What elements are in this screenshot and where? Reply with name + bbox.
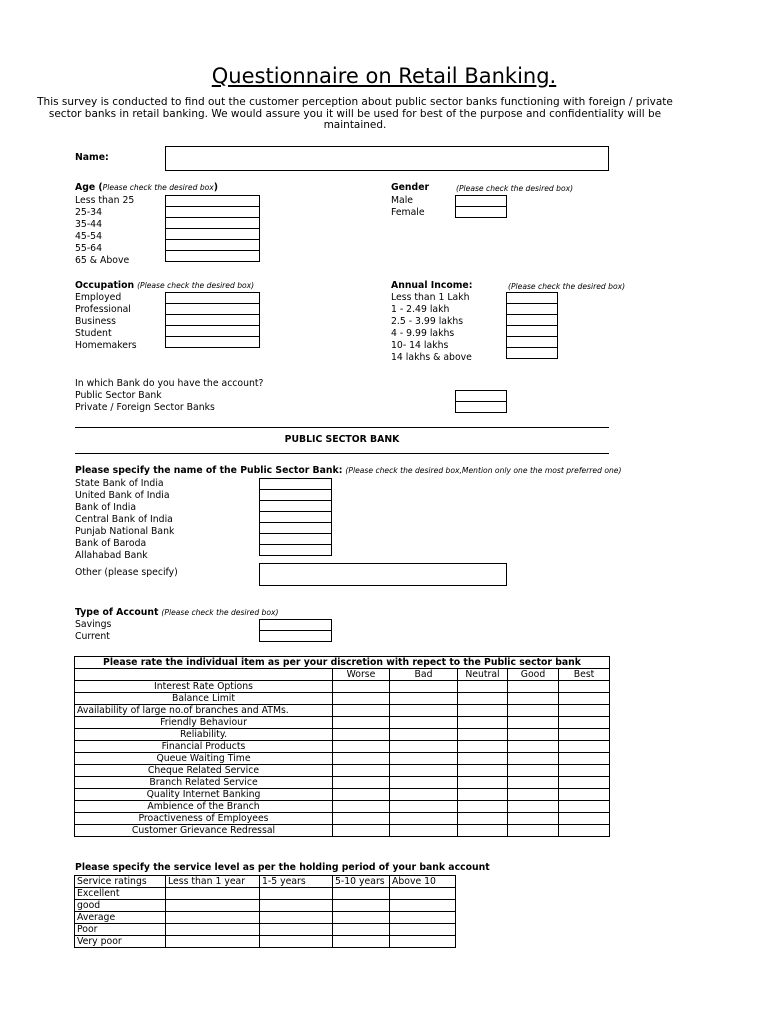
psb-options	[75, 478, 174, 562]
psb-option: Bank of India	[75, 502, 137, 513]
psb-other-label: Other (please specify)	[75, 567, 178, 578]
gender-option: Female	[391, 207, 425, 218]
rating-cell[interactable]	[390, 753, 458, 765]
rating-cell[interactable]	[458, 753, 508, 765]
service-cell[interactable]	[260, 936, 333, 948]
age-checkboxes	[165, 195, 260, 262]
age-checkbox[interactable]	[166, 229, 260, 240]
age-checkbox[interactable]	[166, 207, 260, 218]
rating-cell[interactable]	[559, 741, 610, 753]
rating-col-header: Worse	[333, 669, 390, 681]
rating-cell[interactable]	[390, 693, 458, 705]
service-cell[interactable]	[390, 924, 456, 936]
rating-cell[interactable]	[390, 705, 458, 717]
service-col-header: Service ratings	[75, 876, 166, 888]
name-input[interactable]	[165, 146, 609, 171]
service-cell[interactable]	[333, 912, 390, 924]
occupation-option: Business	[75, 316, 116, 327]
psb-note: (Please check the desired box,Mention only one the most preferred one)	[345, 466, 622, 475]
rating-header-row	[75, 669, 610, 681]
service-cell[interactable]	[260, 924, 333, 936]
rating-cell[interactable]	[458, 681, 508, 693]
income-checkbox[interactable]	[507, 315, 558, 326]
table-row	[75, 765, 610, 777]
service-header-row	[75, 876, 456, 888]
service-table	[74, 875, 456, 948]
rating-cell[interactable]	[390, 729, 458, 741]
rating-cell[interactable]	[458, 813, 508, 825]
rating-cell[interactable]	[390, 777, 458, 789]
service-col-header: Less than 1 year	[166, 876, 260, 888]
age-option: 65 & Above	[75, 255, 130, 266]
income-checkbox[interactable]	[507, 337, 558, 348]
table-row	[75, 936, 456, 948]
rating-cell[interactable]	[559, 777, 610, 789]
account-bank-option: Public Sector Bank	[75, 390, 162, 401]
psb-option: Central Bank of India	[75, 514, 173, 525]
table-row	[75, 801, 610, 813]
service-col-header: Above 10	[390, 876, 456, 888]
income-checkbox[interactable]	[507, 304, 558, 315]
age-note: Please check the desired box	[102, 183, 214, 192]
account-bank-section	[75, 378, 263, 414]
rating-item: Interest Rate Options	[75, 681, 333, 693]
gender-checkbox[interactable]	[456, 207, 507, 218]
table-row	[75, 705, 610, 717]
age-checkbox[interactable]	[166, 218, 260, 229]
gender-label: Gender	[391, 182, 430, 193]
service-cell[interactable]	[390, 900, 456, 912]
service-row-label: Very poor	[75, 936, 166, 948]
rating-cell[interactable]	[559, 825, 610, 837]
table-row	[75, 681, 610, 693]
occupation-option: Homemakers	[75, 340, 137, 351]
rating-cell[interactable]	[508, 777, 559, 789]
rating-cell[interactable]	[508, 717, 559, 729]
account-type-option: Current	[75, 631, 110, 642]
account-bank-checkbox[interactable]	[456, 402, 507, 413]
service-cell[interactable]	[260, 912, 333, 924]
divider	[75, 453, 609, 454]
rating-cell[interactable]	[333, 681, 390, 693]
table-row	[75, 753, 610, 765]
table-row	[75, 813, 610, 825]
rating-cell[interactable]	[559, 681, 610, 693]
service-cell[interactable]	[390, 888, 456, 900]
account-bank-option: Private / Foreign Sector Banks	[75, 402, 215, 413]
divider	[75, 427, 609, 428]
account-type-option: Savings	[75, 619, 112, 630]
rating-cell[interactable]	[508, 693, 559, 705]
occupation-checkbox[interactable]	[166, 304, 260, 315]
service-cell[interactable]	[260, 900, 333, 912]
service-cell[interactable]	[333, 924, 390, 936]
service-row-label: good	[75, 900, 166, 912]
income-checkbox[interactable]	[507, 326, 558, 337]
age-options	[75, 195, 134, 267]
table-row	[75, 741, 610, 753]
gender-option: Male	[391, 195, 414, 206]
rating-item: Reliability.	[75, 729, 333, 741]
income-options	[391, 292, 472, 364]
table-row	[75, 789, 610, 801]
rating-cell[interactable]	[559, 765, 610, 777]
rating-cell[interactable]	[559, 789, 610, 801]
account-type-checkbox[interactable]	[260, 631, 332, 642]
rating-cell[interactable]	[559, 801, 610, 813]
rating-item: Friendly Behaviour	[75, 717, 333, 729]
rating-cell[interactable]	[458, 717, 508, 729]
service-heading: Please specify the service level as per the holding period of your bank account	[75, 862, 490, 873]
occupation-checkbox[interactable]	[166, 326, 260, 337]
service-row-label: Poor	[75, 924, 166, 936]
gender-note: (Please check the desired box)	[456, 184, 574, 193]
psb-checkbox[interactable]	[260, 479, 332, 490]
rating-cell[interactable]	[458, 825, 508, 837]
rating-cell[interactable]	[559, 705, 610, 717]
account-type-options	[75, 619, 111, 643]
rating-cell[interactable]	[333, 729, 390, 741]
income-option: Less than 1 Lakh	[391, 292, 470, 303]
rating-cell[interactable]	[508, 705, 559, 717]
account-bank-question: In which Bank do you have the account?	[75, 378, 264, 389]
rating-cell[interactable]	[390, 681, 458, 693]
rating-header-blank	[75, 669, 333, 681]
rating-item: Proactiveness of Employees	[75, 813, 333, 825]
rating-cell[interactable]	[508, 825, 559, 837]
psb-option: Allahabad Bank	[75, 550, 148, 561]
rating-cell[interactable]	[508, 753, 559, 765]
table-row	[75, 924, 456, 936]
occupation-note: (Please check the desired box)	[137, 281, 255, 290]
page-title: Questionnaire on Retail Banking.	[211, 64, 557, 88]
service-cell[interactable]	[333, 936, 390, 948]
table-row	[75, 912, 456, 924]
service-cell[interactable]	[333, 888, 390, 900]
psb-checkboxes	[259, 478, 332, 556]
rating-cell[interactable]	[333, 741, 390, 753]
service-row-label: Excellent	[75, 888, 166, 900]
service-cell[interactable]	[390, 936, 456, 948]
service-col-header: 1-5 years	[260, 876, 333, 888]
rating-cell[interactable]	[508, 813, 559, 825]
rating-item: Branch Related Service	[75, 777, 333, 789]
rating-cell[interactable]	[559, 693, 610, 705]
age-close: )	[213, 182, 219, 193]
rating-col-header: Neutral	[458, 669, 508, 681]
name-label: Name:	[75, 152, 109, 163]
table-row	[75, 825, 610, 837]
table-row	[75, 900, 456, 912]
account-type-label: Type of Account	[75, 607, 159, 618]
rating-cell[interactable]	[333, 717, 390, 729]
account-bank-checkboxes	[455, 390, 507, 413]
rating-cell[interactable]	[333, 789, 390, 801]
rating-cell[interactable]	[390, 741, 458, 753]
rating-cell[interactable]	[390, 801, 458, 813]
income-checkbox[interactable]	[507, 293, 558, 304]
age-option: 25-34	[75, 207, 103, 218]
age-option: 45-54	[75, 231, 103, 242]
rating-item: Quality Internet Banking	[75, 789, 333, 801]
rating-item: Balance Limit	[75, 693, 333, 705]
rating-cell[interactable]	[508, 789, 559, 801]
rating-cell[interactable]	[508, 801, 559, 813]
table-row	[75, 693, 610, 705]
rating-cell[interactable]	[508, 765, 559, 777]
psb-checkbox[interactable]	[260, 545, 332, 556]
rating-cell[interactable]	[559, 729, 610, 741]
rating-cell[interactable]	[333, 705, 390, 717]
occupation-options	[75, 292, 137, 352]
income-note: (Please check the desired box)	[508, 282, 626, 291]
rating-col-header: Best	[559, 669, 610, 681]
age-heading	[75, 182, 218, 194]
account-type-heading	[75, 607, 278, 619]
age-option: Less than 25	[75, 195, 135, 206]
rating-cell[interactable]	[458, 729, 508, 741]
income-option: 10- 14 lakhs	[391, 340, 449, 351]
rating-cell[interactable]	[390, 825, 458, 837]
rating-item: Availability of large no.of branches and ATMs.	[75, 705, 333, 717]
psb-option: Bank of Baroda	[75, 538, 147, 549]
rating-cell[interactable]	[458, 741, 508, 753]
rating-cell[interactable]	[458, 765, 508, 777]
occupation-heading	[75, 280, 254, 292]
rating-cell[interactable]	[458, 705, 508, 717]
rating-item: Financial Products	[75, 741, 333, 753]
psb-checkbox[interactable]	[260, 490, 332, 501]
rating-cell[interactable]	[458, 693, 508, 705]
rating-cell[interactable]	[390, 789, 458, 801]
income-option: 14 lakhs & above	[391, 352, 472, 363]
rating-cell[interactable]	[390, 765, 458, 777]
account-type-note: (Please check the desired box)	[161, 608, 279, 617]
rating-cell[interactable]	[390, 813, 458, 825]
occupation-checkbox[interactable]	[166, 315, 260, 326]
rating-cell[interactable]	[559, 717, 610, 729]
gender-options	[391, 195, 425, 219]
occupation-checkbox[interactable]	[166, 337, 260, 348]
service-cell[interactable]	[260, 888, 333, 900]
service-cell[interactable]	[166, 900, 260, 912]
gender-checkbox[interactable]	[456, 196, 507, 207]
rating-cell[interactable]	[458, 801, 508, 813]
service-cell[interactable]	[166, 912, 260, 924]
psb-label: Please specify the name of the Public Sector Bank:	[75, 465, 343, 476]
psb-checkbox[interactable]	[260, 523, 332, 534]
psb-option: Punjab National Bank	[75, 526, 175, 537]
psb-checkbox[interactable]	[260, 534, 332, 545]
rating-cell[interactable]	[390, 717, 458, 729]
occupation-label: Occupation	[75, 280, 135, 291]
rating-table	[74, 656, 610, 837]
table-row	[75, 888, 456, 900]
age-checkbox[interactable]	[166, 240, 260, 251]
rating-cell[interactable]	[333, 693, 390, 705]
age-checkbox[interactable]	[166, 196, 260, 207]
rating-cell[interactable]	[508, 741, 559, 753]
rating-item: Customer Grievance Redressal	[75, 825, 333, 837]
income-label: Annual Income:	[391, 280, 473, 291]
table-row	[75, 777, 610, 789]
occupation-option: Employed	[75, 292, 122, 303]
rating-col-header: Good	[508, 669, 559, 681]
service-cell[interactable]	[166, 888, 260, 900]
rating-cell[interactable]	[458, 789, 508, 801]
income-checkboxes	[506, 292, 558, 359]
account-type-checkbox[interactable]	[260, 620, 332, 631]
psb-other-input[interactable]	[259, 563, 507, 586]
income-option: 4 - 9.99 lakhs	[391, 328, 455, 339]
rating-item: Cheque Related Service	[75, 765, 333, 777]
rating-cell[interactable]	[508, 729, 559, 741]
service-cell[interactable]	[333, 900, 390, 912]
income-option: 1 - 2.49 lakh	[391, 304, 450, 315]
occupation-option: Student	[75, 328, 112, 339]
psb-heading	[75, 465, 621, 477]
section-heading: PUBLIC SECTOR BANK	[284, 434, 400, 445]
income-option: 2.5 - 3.99 lakhs	[391, 316, 464, 327]
rating-cell[interactable]	[333, 813, 390, 825]
service-cell[interactable]	[390, 912, 456, 924]
psb-option: United Bank of India	[75, 490, 170, 501]
service-cell[interactable]	[166, 924, 260, 936]
rating-cell[interactable]	[333, 753, 390, 765]
rating-cell[interactable]	[559, 753, 610, 765]
table-row	[75, 717, 610, 729]
rating-cell[interactable]	[333, 825, 390, 837]
income-checkbox[interactable]	[507, 348, 558, 359]
rating-cell[interactable]	[333, 801, 390, 813]
age-option: 55-64	[75, 243, 103, 254]
age-label: Age (	[75, 182, 103, 193]
age-checkbox[interactable]	[166, 251, 260, 262]
psb-option: State Bank of India	[75, 478, 164, 489]
account-type-checkboxes	[259, 619, 332, 642]
gender-checkboxes	[455, 195, 507, 218]
age-option: 35-44	[75, 219, 103, 230]
rating-item: Ambience of the Branch	[75, 801, 333, 813]
service-col-header: 5-10 years	[333, 876, 390, 888]
rating-cell[interactable]	[559, 813, 610, 825]
occupation-checkbox[interactable]	[166, 293, 260, 304]
rating-cell[interactable]	[333, 777, 390, 789]
rating-heading: Please rate the individual item as per your discretion with repect to the Public sector bank	[75, 657, 610, 669]
rating-item: Queue Waiting Time	[75, 753, 333, 765]
account-bank-checkbox[interactable]	[456, 391, 507, 402]
rating-cell[interactable]	[333, 765, 390, 777]
rating-cell[interactable]	[458, 777, 508, 789]
psb-checkbox[interactable]	[260, 512, 332, 523]
psb-checkbox[interactable]	[260, 501, 332, 512]
rating-cell[interactable]	[508, 681, 559, 693]
rating-col-header: Bad	[390, 669, 458, 681]
intro-text: This survey is conducted to find out the customer perception about public sector banks functioning with foreign / private sector banks in retail banking. We would assure you it will be used for best of the purpose and confidentiality will be maintained.	[37, 96, 673, 131]
occupation-option: Professional	[75, 304, 131, 315]
table-row	[75, 729, 610, 741]
service-cell[interactable]	[166, 936, 260, 948]
service-row-label: Average	[75, 912, 166, 924]
occupation-checkboxes	[165, 292, 260, 348]
